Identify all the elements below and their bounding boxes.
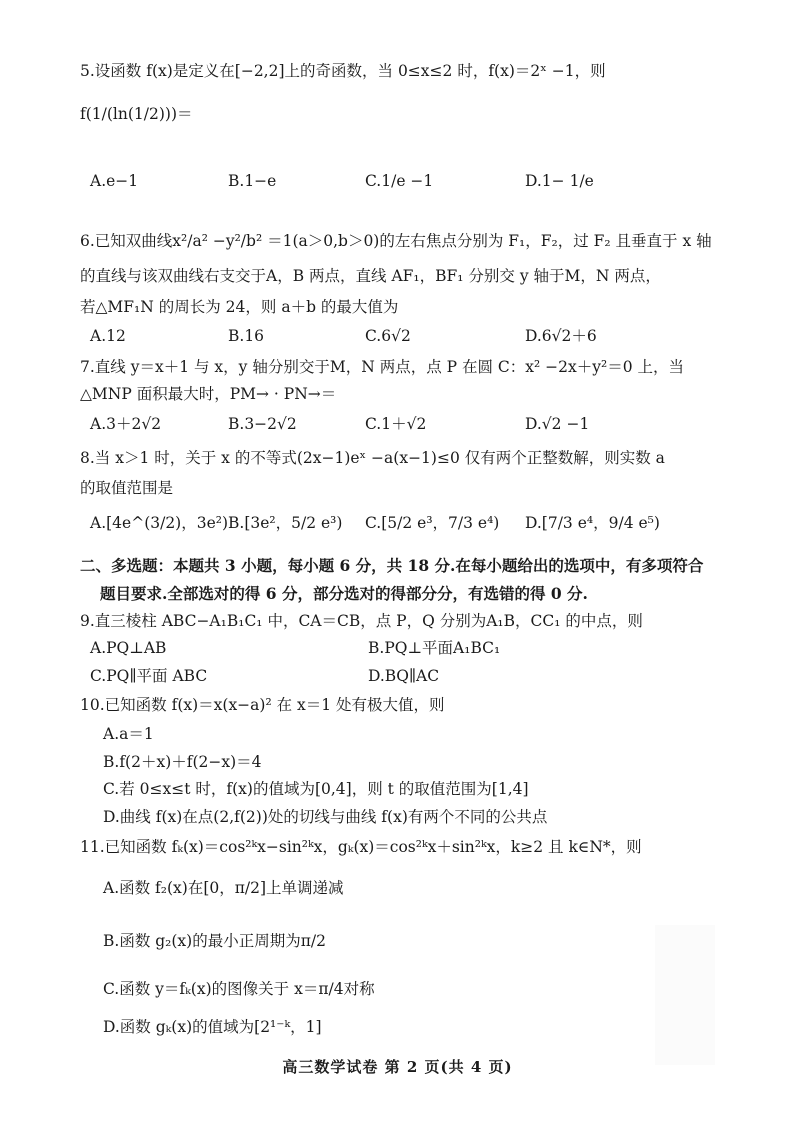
q10-option-d: D.曲线 f(x)在点(2,f(2))处的切线与曲线 f(x)有两个不同的公共点	[103, 808, 548, 826]
q8-option-d: D.[7/3 e⁴，9/4 e⁵)	[525, 514, 660, 532]
scan-blank-area	[655, 925, 715, 1065]
q7-option-b: B.3−2√2	[228, 415, 297, 433]
q5-stem: 5.设函数 f(x)是定义在[−2,2]上的奇函数，当 0≤x≤2 时，f(x)＝2ˣ −1，则	[80, 62, 606, 80]
q6-option-c: C.6√2	[365, 327, 411, 345]
q5-expression: f(1/(ln(1/2)))＝	[80, 105, 193, 123]
q7-stem-line2: △MNP 面积最大时，PM→ · PN→＝	[80, 385, 337, 403]
q9-option-d: D.BQ∥AC	[368, 667, 440, 685]
q7-option-a: A.3＋2√2	[90, 415, 162, 433]
q11-option-a: A.函数 f₂(x)在[0，π/2]上单调递减	[103, 879, 344, 897]
q7-option-d: D.√2 −1	[525, 415, 590, 433]
q9-option-c: C.PQ∥平面 ABC	[90, 667, 208, 685]
q8-stem-line2: 的取值范围是	[80, 479, 174, 497]
q6-stem-line3: 若△MF₁N 的周长为 24，则 a＋b 的最大值为	[80, 298, 399, 316]
q5-option-a: A.e−1	[90, 172, 139, 190]
q10-option-a: A.a＝1	[103, 725, 154, 743]
q5-option-b: B.1−e	[228, 172, 277, 190]
q11-stem: 11.已知函数 fₖ(x)＝cos²ᵏx−sin²ᵏx，gₖ(x)＝cos²ᵏx＋sin²ᵏx，k≥2 且 k∈N*，则	[80, 838, 642, 856]
q8-option-b: B.[3e²，5/2 e³)	[228, 514, 343, 532]
section2-heading-line1: 二、多选题：本题共 3 小题，每小题 6 分，共 18 分.在每小题给出的选项中，有多项符合	[80, 556, 704, 575]
q11-option-d: D.函数 gₖ(x)的值域为[2¹⁻ᵏ，1]	[103, 1018, 322, 1036]
q6-option-a: A.12	[90, 327, 126, 345]
q11-option-b: B.函数 g₂(x)的最小正周期为π/2	[103, 932, 326, 950]
q5-option-d: D.1− 1/e	[525, 172, 594, 190]
q9-option-b: B.PQ⊥平面A₁BC₁	[368, 639, 501, 657]
q10-option-c: C.若 0≤x≤t 时，f(x)的值域为[0,4]，则 t 的取值范围为[1,4]	[103, 780, 529, 798]
q6-option-b: B.16	[228, 327, 265, 345]
q7-option-c: C.1＋√2	[365, 415, 427, 433]
q6-stem-line1: 6.已知双曲线x²/a² −y²/b² ＝1(a＞0,b＞0)的左右焦点分别为 F₁，F₂，过 F₂ 且垂直于 x 轴	[80, 232, 712, 250]
q8-option-c: C.[5/2 e³，7/3 e⁴)	[365, 514, 500, 532]
q9-stem: 9.直三棱柱 ABC−A₁B₁C₁ 中，CA＝CB，点 P，Q 分别为A₁B，CC₁ 的中点，则	[80, 612, 643, 630]
q10-stem: 10.已知函数 f(x)＝x(x−a)² 在 x＝1 处有极大值，则	[80, 696, 445, 714]
page-footer: 高三数学试卷 第 2 页(共 4 页)	[282, 1058, 513, 1076]
q6-stem-line2: 的直线与该双曲线右支交于A，B 两点，直线 AF₁，BF₁ 分别交 y 轴于M，N 两点，	[80, 267, 661, 285]
q11-option-c: C.函数 y＝fₖ(x)的图像关于 x＝π/4对称	[103, 980, 375, 998]
q7-stem-line1: 7.直线 y＝x＋1 与 x，y 轴分别交于M，N 两点，点 P 在圆 C：x² −2x＋y²＝0 上，当	[80, 358, 685, 376]
q9-option-a: A.PQ⊥AB	[90, 639, 167, 657]
q8-option-a: A.[4e^(3/2)，3e²)	[90, 514, 229, 532]
q5-option-c: C.1/e −1	[365, 172, 434, 190]
q6-option-d: D.6√2＋6	[525, 327, 597, 345]
section2-heading-line2: 题目要求.全部选对的得 6 分，部分选对的得部分分，有选错的得 0 分.	[100, 584, 588, 603]
q10-option-b: B.f(2＋x)＋f(2−x)＝4	[103, 753, 262, 771]
q8-stem-line1: 8.当 x＞1 时，关于 x 的不等式(2x−1)eˣ −a(x−1)≤0 仅有两个正整数解，则实数 a	[80, 449, 665, 467]
